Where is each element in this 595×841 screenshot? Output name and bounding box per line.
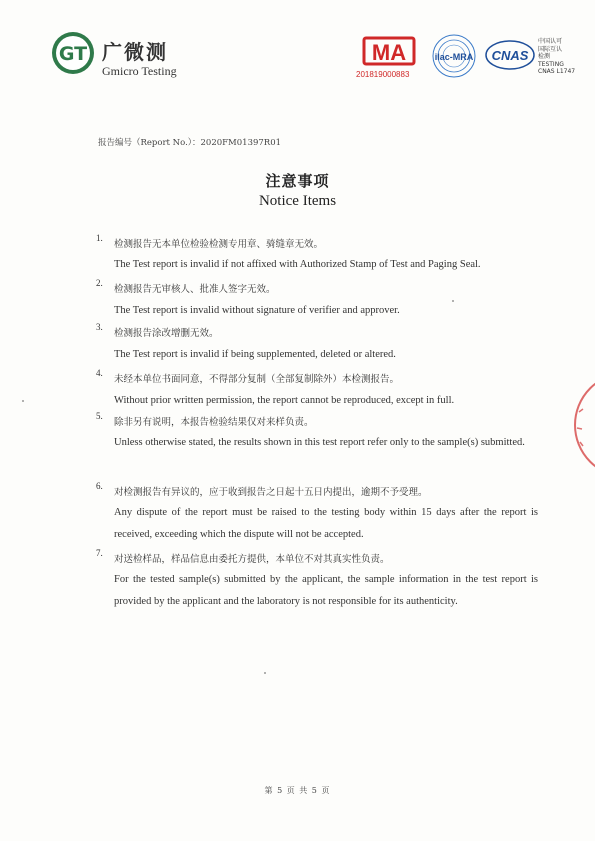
item-text-en: Any dispute of the report must be raised to the testing body within 15 days after the report is received, exceeding which the dispute will not be accepted. <box>114 507 538 540</box>
scan-speck <box>264 672 266 674</box>
item-text-cn: 检测报告涂改增删无效。 <box>114 328 219 339</box>
cnas-line: 国际互认 <box>538 45 563 53</box>
ma-text: MA <box>371 40 407 65</box>
cnas-line: 中国认可 <box>538 38 563 45</box>
item-text-en: The Test report is invalid if being supplemented, deleted or altered. <box>114 349 396 360</box>
cma-logo-icon <box>358 36 420 68</box>
cnas-logo-icon <box>484 38 536 72</box>
item-text-en: Without prior written permission, the report cannot be reproduced, except in full. <box>114 395 455 406</box>
item-number: 7. <box>96 548 103 558</box>
item-text-cn: 对检测报告有异议的，应于收到报告之日起十五日内提出，逾期不予受理。 <box>114 487 428 498</box>
item-number: 3. <box>96 322 103 332</box>
item-text-cn: 除非另有说明，本报告检验结果仅对来样负责。 <box>114 417 314 428</box>
ma-certificate-number: 201819000883 <box>356 70 410 79</box>
ilac-text: ilac-MRA <box>434 52 474 62</box>
item-number: 2. <box>96 278 103 288</box>
item-number: 6. <box>96 481 103 491</box>
item-text-en: Unless otherwise stated, the results shown in this test report refer only to the sample(s) submitted. <box>114 437 525 448</box>
item-text-en: The Test report is invalid without signature of verifier and approver. <box>114 305 400 316</box>
page-footer: 第 5 页 共 5 页 <box>264 786 331 795</box>
cnas-line: 检测 <box>538 53 551 60</box>
item-text-cn: 对送检样品，样品信息由委托方提供，本单位不对其真实性负责。 <box>114 554 390 565</box>
item-text-en: The Test report is invalid if not affixed with Authorized Stamp of Test and Paging Seal. <box>114 259 481 270</box>
brand-name-en: Gmicro Testing <box>102 64 177 78</box>
scan-speck <box>22 400 24 402</box>
ilac-mra-logo-icon <box>428 32 480 80</box>
scan-speck <box>452 300 454 302</box>
cnas-text: CNAS <box>491 48 529 63</box>
paging-seal-stamp-icon <box>565 370 595 480</box>
item-number: 5. <box>96 411 103 421</box>
cnas-line: TESTING <box>538 60 564 68</box>
cnas-accreditation-text <box>538 38 575 76</box>
gmicro-logo-icon <box>50 30 96 76</box>
item-text-en: For the tested sample(s) submitted by the applicant, the sample information in the test report is provided by the applicant and the laboratory is not responsible for its authenticity. <box>114 574 538 607</box>
brand-name-cn: 广微测 <box>102 40 168 64</box>
item-text-cn: 检测报告无本单位检验检测专用章、骑缝章无效。 <box>114 239 324 250</box>
item-number: 1. <box>96 233 103 243</box>
report-number: 报告编号（Report No.）：2020FM01397R01 <box>98 138 282 148</box>
logo-letters: GT <box>58 43 88 65</box>
page-title-cn: 注意事项 <box>265 172 330 190</box>
item-text-cn: 未经本单位书面同意，不得部分复制（全部复制除外）本检测报告。 <box>114 374 400 385</box>
item-number: 4. <box>96 368 103 378</box>
cnas-line: CNAS L1747 <box>538 68 576 75</box>
item-text-cn: 检测报告无审核人、批准人签字无效。 <box>114 284 276 295</box>
page-title-en: Notice Items <box>258 193 337 209</box>
